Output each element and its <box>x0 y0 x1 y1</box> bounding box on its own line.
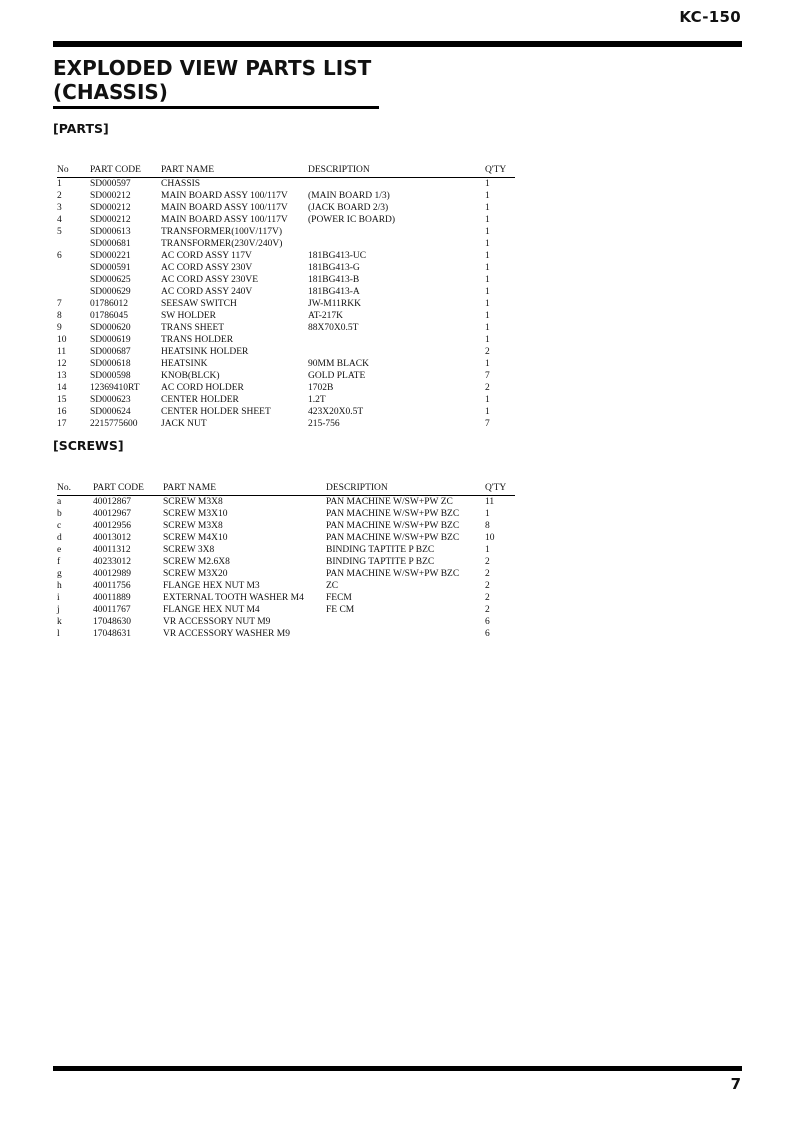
table-row <box>57 406 515 418</box>
item-no-cell: l <box>57 629 60 639</box>
item-no-cell: 5 <box>57 227 62 237</box>
col-part-code-header: PART CODE <box>90 164 161 178</box>
description-cell: GOLD PLATE <box>308 371 366 381</box>
part-code-cell: SD000687 <box>90 347 131 357</box>
part-code-cell: SD000620 <box>90 323 131 333</box>
table-row <box>57 532 515 544</box>
item-no-cell: b <box>57 509 62 519</box>
item-no-cell: 11 <box>57 347 67 357</box>
table-row <box>57 604 515 616</box>
description-cell: PAN MACHINE W/SW+PW BZC <box>326 569 460 579</box>
quantity-cell: 1 <box>485 323 490 333</box>
quantity-cell: 1 <box>485 179 490 189</box>
table-row <box>57 202 515 214</box>
col-part-name-header: PART NAME <box>163 482 326 496</box>
quantity-cell: 11 <box>485 497 495 507</box>
description-cell <box>308 334 485 346</box>
part-name-cell: JACK NUT <box>161 419 207 429</box>
col-no-header: No. <box>57 482 93 496</box>
table-row <box>57 334 515 346</box>
item-no-cell: 12 <box>57 359 67 369</box>
item-no-cell: 10 <box>57 335 67 345</box>
item-no-cell <box>57 286 90 298</box>
part-name-cell: MAIN BOARD ASSY 100/117V <box>161 191 288 201</box>
description-cell <box>308 346 485 358</box>
description-cell: (JACK BOARD 2/3) <box>308 203 389 213</box>
screws-table <box>57 482 515 640</box>
quantity-cell: 1 <box>485 287 490 297</box>
item-no-cell: a <box>57 497 62 507</box>
page-number: 7 <box>730 1075 741 1093</box>
quantity-cell: 1 <box>485 275 490 285</box>
part-name-cell: EXTERNAL TOOTH WASHER M4 <box>163 593 304 603</box>
description-cell <box>326 628 485 640</box>
col-qty-header: Q'TY <box>485 164 515 178</box>
quantity-cell: 1 <box>485 395 490 405</box>
part-name-cell: TRANS HOLDER <box>161 335 234 345</box>
part-name-cell: CENTER HOLDER SHEET <box>161 407 271 417</box>
description-cell <box>308 226 485 238</box>
quantity-cell: 6 <box>485 617 490 627</box>
table-row <box>57 346 515 358</box>
description-cell <box>308 238 485 250</box>
part-name-cell: VR ACCESSORY NUT M9 <box>163 617 271 627</box>
part-name-cell: AC CORD ASSY 230VE <box>161 275 259 285</box>
part-code-cell: 12369410RT <box>90 383 140 393</box>
item-no-cell: f <box>57 557 61 567</box>
quantity-cell: 1 <box>485 215 490 225</box>
part-code-cell: SD000623 <box>90 395 131 405</box>
parts-heading: [PARTS] <box>53 121 109 136</box>
table-row <box>57 310 515 322</box>
col-part-code-header: PART CODE <box>93 482 163 496</box>
table-row <box>57 226 515 238</box>
part-code-cell: SD000212 <box>90 215 131 225</box>
part-code-cell: SD000598 <box>90 371 131 381</box>
table-row <box>57 556 515 568</box>
table-row <box>57 298 515 310</box>
description-cell: FE CM <box>326 605 355 615</box>
bottom-rule <box>53 1066 742 1071</box>
item-no-cell <box>57 238 90 250</box>
quantity-cell: 2 <box>485 557 490 567</box>
table-row <box>57 274 515 286</box>
table-row <box>57 544 515 556</box>
part-code-cell: 40012989 <box>93 569 131 579</box>
item-no-cell: 7 <box>57 299 62 309</box>
part-name-cell: AC CORD ASSY 117V <box>161 251 252 261</box>
description-cell: JW-M11RKK <box>308 299 361 309</box>
item-no-cell: 3 <box>57 203 62 213</box>
part-code-cell: 40233012 <box>93 557 131 567</box>
part-name-cell: FLANGE HEX NUT M3 <box>163 581 260 591</box>
part-name-cell: SCREW M3X20 <box>163 569 228 579</box>
quantity-cell: 1 <box>485 251 490 261</box>
part-name-cell: SCREW M3X8 <box>163 521 223 531</box>
item-no-cell: d <box>57 533 62 543</box>
quantity-cell: 1 <box>485 203 490 213</box>
description-cell <box>308 178 485 191</box>
item-no-cell: g <box>57 569 62 579</box>
part-code-cell: SD000597 <box>90 179 131 189</box>
top-rule <box>53 41 742 47</box>
table-row <box>57 394 515 406</box>
quantity-cell: 1 <box>485 263 490 273</box>
table-row <box>57 190 515 202</box>
part-name-cell: SCREW 3X8 <box>163 545 215 555</box>
part-name-cell: SW HOLDER <box>161 311 216 321</box>
description-cell: 181BG413-G <box>308 263 360 273</box>
part-name-cell: AC CORD HOLDER <box>161 383 244 393</box>
item-no-cell: c <box>57 521 62 531</box>
screws-heading: [SCREWS] <box>53 438 124 453</box>
page-title-line-2: (CHASSIS) <box>53 80 168 104</box>
part-code-cell: SD000212 <box>90 203 131 213</box>
item-no-cell: 9 <box>57 323 62 333</box>
quantity-cell: 10 <box>485 533 495 543</box>
parts-table <box>57 164 515 430</box>
table-row <box>57 628 515 640</box>
col-part-name-header: PART NAME <box>161 164 308 178</box>
item-no-cell: h <box>57 581 62 591</box>
part-name-cell: SCREW M2.6X8 <box>163 557 230 567</box>
description-cell: ZC <box>326 581 339 591</box>
title-underline <box>53 106 379 109</box>
description-cell: 1.2T <box>308 395 326 405</box>
table-row <box>57 592 515 604</box>
item-no-cell: 16 <box>57 407 67 417</box>
part-name-cell: AC CORD ASSY 240V <box>161 287 253 297</box>
item-no-cell: i <box>57 593 60 603</box>
description-cell: BINDING TAPTITE P BZC <box>326 545 435 555</box>
quantity-cell: 8 <box>485 521 490 531</box>
description-cell: 181BG413-B <box>308 275 360 285</box>
item-no-cell: 14 <box>57 383 67 393</box>
quantity-cell: 1 <box>485 239 490 249</box>
part-code-cell: SD000625 <box>90 275 131 285</box>
part-code-cell: 40013012 <box>93 533 131 543</box>
part-name-cell: SCREW M3X10 <box>163 509 228 519</box>
quantity-cell: 1 <box>485 335 490 345</box>
part-name-cell: SEESAW SWITCH <box>161 299 237 309</box>
description-cell: (POWER IC BOARD) <box>308 215 396 225</box>
table-row <box>57 214 515 226</box>
description-cell: PAN MACHINE W/SW+PW BZC <box>326 521 460 531</box>
table-row <box>57 286 515 298</box>
item-no-cell: e <box>57 545 62 555</box>
description-cell: PAN MACHINE W/SW+PW BZC <box>326 533 460 543</box>
description-cell: AT-217K <box>308 311 344 321</box>
col-no-header: No <box>57 164 90 178</box>
part-code-cell: SD000591 <box>90 263 131 273</box>
description-cell: PAN MACHINE W/SW+PW ZC <box>326 497 453 507</box>
table-row <box>57 178 515 191</box>
quantity-cell: 1 <box>485 407 490 417</box>
part-name-cell: TRANSFORMER(230V/240V) <box>161 239 283 249</box>
part-code-cell: SD000681 <box>90 239 131 249</box>
part-code-cell: 17048631 <box>93 629 131 639</box>
description-cell: 181BG413-UC <box>308 251 367 261</box>
quantity-cell: 2 <box>485 347 490 357</box>
quantity-cell: 2 <box>485 383 490 393</box>
part-name-cell: SCREW M4X10 <box>163 533 228 543</box>
item-no-cell: 2 <box>57 191 62 201</box>
quantity-cell: 1 <box>485 311 490 321</box>
part-code-cell: SD000619 <box>90 335 131 345</box>
col-description-header: DESCRIPTION <box>326 482 485 496</box>
part-code-cell: 01786012 <box>90 299 128 309</box>
part-name-cell: TRANSFORMER(100V/117V) <box>161 227 283 237</box>
table-row <box>57 382 515 394</box>
description-cell: 88X70X0.5T <box>308 323 359 333</box>
description-cell: 90MM BLACK <box>308 359 369 369</box>
quantity-cell: 2 <box>485 581 490 591</box>
table-row <box>57 418 515 430</box>
description-cell: (MAIN BOARD 1/3) <box>308 191 390 201</box>
table-row <box>57 262 515 274</box>
part-code-cell: SD000221 <box>90 251 131 261</box>
part-code-cell: 40012867 <box>93 497 131 507</box>
quantity-cell: 2 <box>485 605 490 615</box>
item-no-cell: 1 <box>57 179 62 189</box>
part-code-cell: 40012967 <box>93 509 131 519</box>
item-no-cell: 4 <box>57 215 62 225</box>
part-name-cell: TRANS SHEET <box>161 323 225 333</box>
item-no-cell: 6 <box>57 251 62 261</box>
quantity-cell: 1 <box>485 509 490 519</box>
table-row <box>57 520 515 532</box>
quantity-cell: 1 <box>485 191 490 201</box>
part-name-cell: HEATSINK <box>161 359 208 369</box>
quantity-cell: 6 <box>485 629 490 639</box>
table-row <box>57 496 515 509</box>
part-code-cell: 40011889 <box>93 593 131 603</box>
part-name-cell: KNOB(BLCK) <box>161 371 220 381</box>
item-no-cell <box>57 262 90 274</box>
item-no-cell: k <box>57 617 62 627</box>
part-name-cell: SCREW M3X8 <box>163 497 223 507</box>
table-row <box>57 580 515 592</box>
description-cell: 215-756 <box>308 419 340 429</box>
item-no-cell <box>57 274 90 286</box>
description-cell: 181BG413-A <box>308 287 360 297</box>
part-code-cell: SD000212 <box>90 191 131 201</box>
part-code-cell: SD000624 <box>90 407 131 417</box>
description-cell: PAN MACHINE W/SW+PW BZC <box>326 509 460 519</box>
quantity-cell: 7 <box>485 371 490 381</box>
item-no-cell: 15 <box>57 395 67 405</box>
table-row <box>57 616 515 628</box>
item-no-cell: 8 <box>57 311 62 321</box>
table-row <box>57 370 515 382</box>
quantity-cell: 1 <box>485 545 490 555</box>
part-code-cell: 40011756 <box>93 581 131 591</box>
description-cell: 1702B <box>308 383 334 393</box>
part-name-cell: FLANGE HEX NUT M4 <box>163 605 260 615</box>
table-row <box>57 568 515 580</box>
description-cell: BINDING TAPTITE P BZC <box>326 557 435 567</box>
quantity-cell: 1 <box>485 359 490 369</box>
parts-table-header <box>57 164 515 178</box>
description-cell: FECM <box>326 593 352 603</box>
quantity-cell: 1 <box>485 227 490 237</box>
part-name-cell: AC CORD ASSY 230V <box>161 263 253 273</box>
part-code-cell: 17048630 <box>93 617 131 627</box>
quantity-cell: 2 <box>485 593 490 603</box>
screws-table-header <box>57 482 515 496</box>
quantity-cell: 7 <box>485 419 490 429</box>
model-number: KC-150 <box>679 8 741 26</box>
item-no-cell: 17 <box>57 419 67 429</box>
col-qty-header: Q'TY <box>485 482 515 496</box>
part-code-cell: SD000613 <box>90 227 131 237</box>
part-code-cell: SD000629 <box>90 287 131 297</box>
part-code-cell: SD000618 <box>90 359 131 369</box>
part-code-cell: 40011767 <box>93 605 131 615</box>
part-name-cell: CHASSIS <box>161 179 201 189</box>
part-code-cell: 40012956 <box>93 521 131 531</box>
part-name-cell: MAIN BOARD ASSY 100/117V <box>161 203 288 213</box>
part-name-cell: CENTER HOLDER <box>161 395 239 405</box>
table-row <box>57 358 515 370</box>
table-row <box>57 250 515 262</box>
part-name-cell: HEATSINK HOLDER <box>161 347 249 357</box>
quantity-cell: 1 <box>485 299 490 309</box>
description-cell <box>326 616 485 628</box>
table-row <box>57 508 515 520</box>
part-code-cell: 2215775600 <box>90 419 138 429</box>
part-name-cell: MAIN BOARD ASSY 100/117V <box>161 215 288 225</box>
quantity-cell: 2 <box>485 569 490 579</box>
page-title <box>53 56 371 104</box>
table-row <box>57 238 515 250</box>
part-code-cell: 01786045 <box>90 311 128 321</box>
part-name-cell: VR ACCESSORY WASHER M9 <box>163 629 290 639</box>
description-cell: 423X20X0.5T <box>308 407 364 417</box>
table-row <box>57 322 515 334</box>
item-no-cell: j <box>57 605 60 615</box>
item-no-cell: 13 <box>57 371 67 381</box>
col-description-header: DESCRIPTION <box>308 164 485 178</box>
page-title-line-1: EXPLODED VIEW PARTS LIST <box>53 56 372 80</box>
part-code-cell: 40011312 <box>93 545 131 555</box>
